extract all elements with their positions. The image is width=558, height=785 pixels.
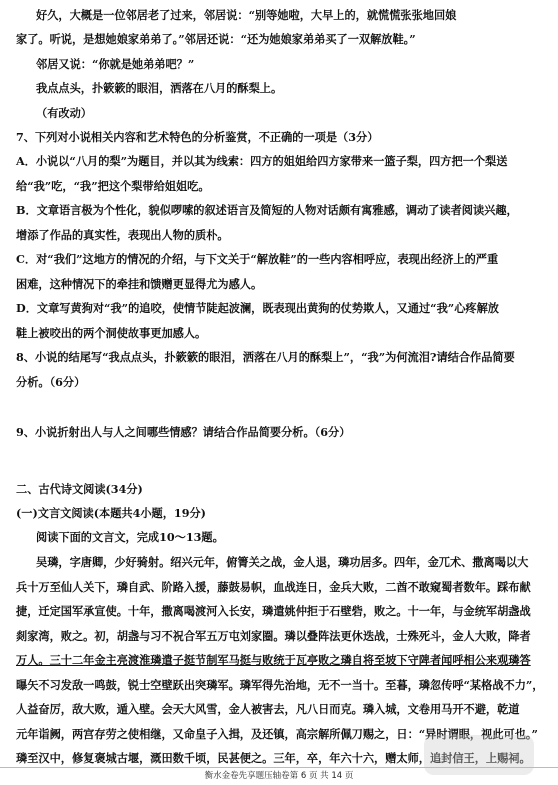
text-line: 邻居又说：“你就是她弟弟吧？”	[36, 57, 195, 71]
text-line: 鞋上被咬出的两个洞使故事更加感人。	[16, 326, 207, 340]
text-line: D．文章写黄狗对“我”的追咬，使情节陡起波澜，既表现出黄狗的仗势欺人，又通过“我”心疼解放	[16, 301, 499, 315]
text-line: 剡家湾，败之。初，胡盏与习不祝合军五万屯刘家圈。璘以叠阵法更休迭战，士殊死斗，金人大败，降者	[16, 629, 531, 643]
text-line: 家了。听说，是想她娘家弟弟了。”邻居还说：“还为她娘家弟弟买了一双解放鞋。”	[16, 32, 416, 46]
text-line: 我点点头，扑簌簌的眼泪，洒落在八月的酥梨上。	[36, 81, 283, 95]
text-line: 兵十万至仙人关下，璘自武、阶路入援，藤鼓易帜，血战连日，金兵大败，二酋不敢窥蜀者数年。踩布献	[16, 580, 531, 594]
text-line: C．对“我们”这地方的情况的介绍，与下文关于“解放鞋”的一些内容相呼应，表现出经济上的严重	[16, 252, 499, 266]
footer-rule	[0, 767, 558, 768]
text-line: 8、小说的结尾写“我点点头，扑簌簌的眼泪，洒落在八月的酥梨上”，“我”为何流泪?请结合作品简要	[16, 350, 515, 364]
text-line: 困难，这种情况下的牵挂和馈赠更显得尤为感人。	[16, 277, 263, 291]
text-line: 捷，迁定国军承宣使。十年，撒离喝渡河入长安，璘遣姚仲拒于石壁砦，败之。十一年，与金统军胡盏战	[16, 604, 531, 618]
text-line: A．小说以“八月的梨”为题目，并以其为线索：四方的姐姐给四方家带来一篮子梨，四方把一个梨送	[16, 154, 508, 168]
footer-text: 衡水金卷先享题压轴卷第 6 页 共 14 页	[204, 771, 354, 781]
text-line: 分析。（6分）	[16, 375, 86, 389]
text-line: 9、小说折射出人与人之间哪些情感？请结合作品简要分析。（6分）	[16, 425, 351, 439]
text-line: 元年诣阙，两宫存劳之使相继，又命皇子入揖，及还镇，高宗解所佩刀赐之，日：“异时谓眼，视此可也。”	[16, 727, 538, 741]
text-line: （有改动）	[36, 106, 92, 120]
text-line: 万人。三十二年金主亮渡淮璘遣子挺节制军马挺与败统于瓦亭败之璘自将至坡下守陴者闻呼相公来观璘答	[16, 653, 531, 667]
text-line: 7、下列对小说相关内容和艺术特色的分析鉴赏，不正确的一项是（3分）	[16, 130, 379, 144]
text-line: 二、古代诗文阅读(34分)	[16, 482, 143, 496]
text-line: 阅读下面的文言文，完成10～13题。	[36, 530, 224, 544]
watermark-stamp	[424, 735, 534, 775]
text-line: 给“我”吃，“我”把这个梨带给姐姐吃。	[16, 179, 210, 193]
text-line: B．文章语言极为个性化，貌似啰嗦的叙述语言及简短的人物对话颇有寓雅感，调动了读者阅读兴趣，	[16, 203, 518, 217]
page-footer	[0, 770, 558, 782]
text-line: 好久，大概是一位邻居老了过来，邻居说：“别等她啦，大早上的，就慌慌张张地回娘	[36, 8, 457, 22]
text-line: 吴璘，字唐卿，少好骑射。绍兴元年，俯箐关之战，金人退，璘功居多。四年，金兀术、撒离喝以大	[36, 555, 529, 569]
text-line: 增添了作品的真实性，表现出人物的质朴。	[16, 228, 229, 242]
text-line: (一)文言文阅读(本题共4小题，19分)	[16, 506, 206, 520]
text-line: 璘至汉中，修复褒城古堰，溉田数千顷，民甚便之。三年，卒，年六十六，赠太师，追封信王，上赐祠。	[16, 751, 531, 765]
text-line: 曝矢不习发敌一鸣鼓，锐士空壁跃出突璘军。璘军得先治地，无不一当十。至暮，璘忽传呼“某格战不力”，	[16, 678, 544, 692]
text-line: 人益奋厉，敌大败，遁入壁。会天大风雪，金人被害去，凡八日而克。璘入城，文卷用马开不避，乾道	[16, 702, 520, 716]
